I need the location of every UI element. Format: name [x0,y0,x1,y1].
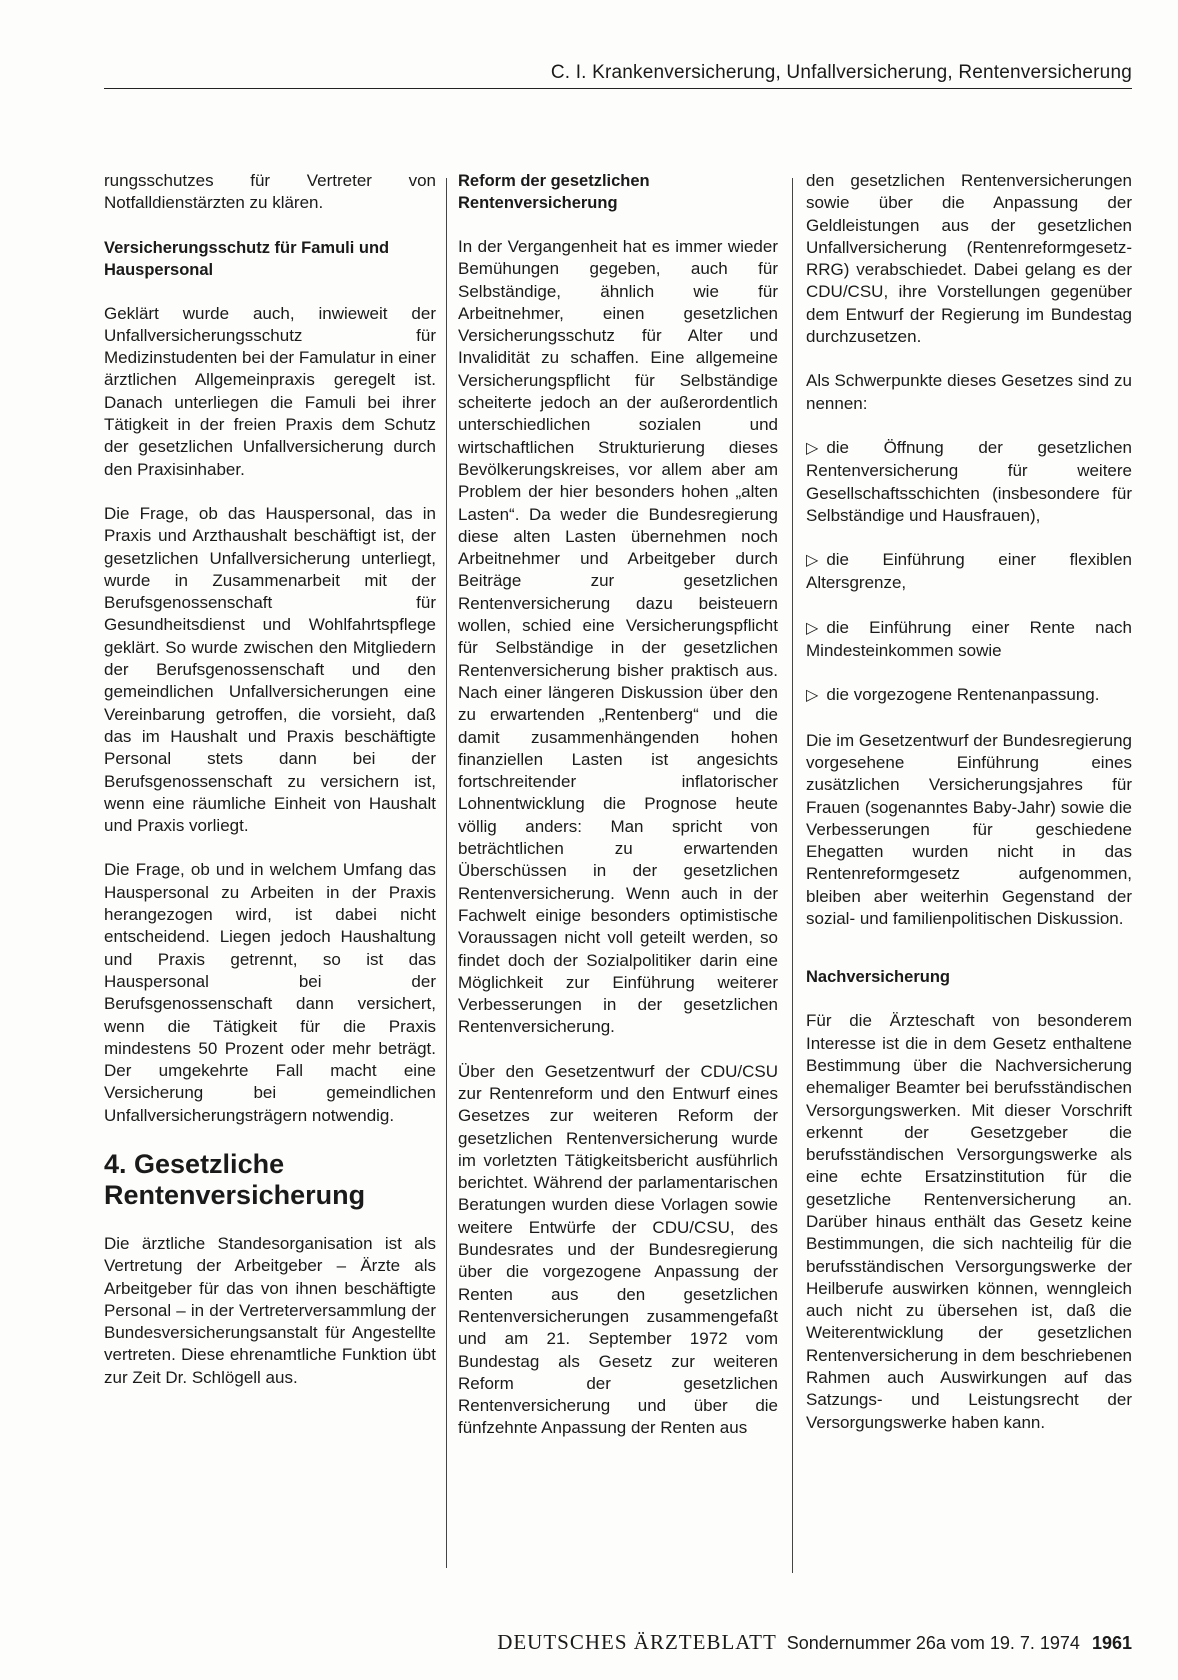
column-rule-left [446,178,447,1568]
paragraph: Die ärztliche Standesorganisation ist als Vertretung der Arbeitgeber – Ärzte als Arbeitgeber für das von ihnen beschäftigte Personal – in der Vertreterversammlung der Bundesversicherungsanstalt für Angestellte vertreten. Diese ehrenamtliche Funktion übt zur Zeit Dr. Schlögell aus. [104,1233,436,1387]
page-number: 1961 [1091,1633,1132,1653]
bullet-item [806,617,1132,663]
subheading-nachversicherung: Nachversicherung [806,968,950,987]
triangle-bullet-icon: ▷ [806,619,819,637]
paragraph: den gesetzlichen Rentenversicherungen sowie über die Anpassung der Geldleistungen aus der gesetzlichen Unfallversicherung (Rentenreformgesetz-RRG) verabschiedet. Dabei gelang es der CDU/CSU, ihre Vorstellungen gegenüber dem Entwurf der Regierung im Bundestag durchzusetzen. [806,171,1132,347]
issue-info: Sondernummer 26a vom 19. 7. 1974 [786,1633,1080,1653]
triangle-bullet-icon: ▷ [806,687,819,705]
paragraph: Über den Gesetzentwurf der CDU/CSU zur Rentenreform und den Entwurf eines Gesetzes zur weiteren Reform der gesetzlichen Rentenversicherung wurde im vorletzten Tätigkeitsbericht ausführlich berichtet. Während der parlamentarischen Beratungen wurden diese Vorlagen sowie weitere Entwürfe der CDU/CSU, des Bundesrates und der Bundesregierung über die vorgezogene Anpassung der Renten aus den gesetzlichen Rentenversicherungen zusammengefaßt und am 21. September 1972 vom Bundestag als Gesetz zur weiteren Reform der gesetzlichen Rentenversicherung und über die fünfzehnte Anpassung der Renten aus [458,1061,778,1438]
subheading-reform: Reform der gesetzlichen Rentenversicherung [458,172,650,212]
paragraph: Die im Gesetzentwurf der Bundesregierung vorgesehene Einführung eines zusätzlichen Versicherungsjahres für Frauen (sogenanntes Baby-Jahr) sowie die Verbesserungen für geschiedene Ehegatten wurden nicht in das Rentenreformgesetz aufgenommen, bleiben aber weiterhin Gegenstand der sozial- und familienpolitischen Diskussion. [806,730,1132,929]
bullet-text: die Einführung einer flexiblen Altersgrenze, [806,550,1132,593]
column-right [806,170,1132,1456]
bullet-item [806,684,1132,707]
paragraph: Für die Ärzteschaft von besonderem Interesse ist die in dem Gesetz enthaltene Bestimmung über die Nachversicherung ehemaliger Beamter bei berufsständischen Versorgungswerken. Mit dieser Vorschrift erkennt der Gesetzgeber die berufsständischen Versorgungswerke als eine echte Ersatzinstitution für die gesetzliche Rentenversicherung an. Darüber hinaus enthält das Gesetz keine Bestimmungen, die sich nachteilig für die berufsständischen Versorgungswerke der Heilberufe auswirken können, wenngleich auch nicht zu übersehen ist, daß die Weiterentwicklung der gesetzlichen Rentenversicherung in dem beschriebenen Rahmen auch Auswirkungen auf das Satzungs- und Leistungsrecht der Versorgungswerke haben kann. [806,1011,1132,1432]
column-rule-right [792,178,793,1573]
triangle-bullet-icon: ▷ [806,552,819,570]
section-heading: 4. Gesetzliche Rentenversicherung [104,1148,366,1210]
bullet-text: die Einführung einer Rente nach Mindesteinkommen sowie [806,617,1132,661]
column-middle [458,170,778,1462]
paragraph: rungsschutzes für Vertreter von Notfalldienstärzten zu klären. [104,171,436,213]
journal-name: DEUTSCHES ÄRZTEBLATT [497,1630,777,1654]
bullet-item [806,437,1132,527]
paragraph: Geklärt wurde auch, inwieweit der Unfallversicherungsschutz für Medizinstudenten bei der Famulatur in einer ärztlichen Allgemeinpraxis geregelt ist. Danach unterliegen die Famuli bei ihrer Tätigkeit in der freien Praxis dem Schutz der gesetzlichen Unfallversicherung durch den Praxisinhaber. [104,303,436,479]
subheading-famuli: Versicherungsschutz für Famuli und Hauspersonal [104,238,390,279]
page-footer [416,1630,1132,1655]
bullet-item [806,549,1132,595]
running-head: C. I. Krankenversicherung, Unfallversicherung, Rentenversicherung [104,62,1132,89]
paragraph: Die Frage, ob das Hauspersonal, das in Praxis und Arzthaushalt beschäftigt ist, der gesetzlichen Unfallversicherung unterliegt, wurde in Zusammenarbeit mit der Berufsgenossenschaft für Gesundheitsdienst und Wohlfahrtspflege geklärt. So wurde zwischen den Mitgliedern der Berufsgenossenschaft und den gemeindlichen Unfallversicherungen eine Vereinbarung getroffen, die vorsieht, daß das im Haushalt und Praxis beschäftigte Personal stets dann bei der Berufsgenossenschaft zu versichern ist, wenn eine räumliche Einheit von Haushalt und Praxis vorliegt. [104,503,436,836]
paragraph: Als Schwerpunkte dieses Gesetzes sind zu nennen: [806,371,1132,413]
column-left [104,170,436,1411]
bullet-text: die Öffnung der gesetzlichen Rentenversicherung für weitere Gesellschaftsschichten (insbesondere für Selbständige und Hausfrauen), [806,437,1132,525]
triangle-bullet-icon: ▷ [806,439,819,457]
paragraph: Die Frage, ob und in welchem Umfang das Hauspersonal zu Arbeiten in der Praxis herangezogen wird, ist dabei nicht entscheidend. Liegen jedoch Haushaltung und Praxis getrennt, so ist das Hauspersonal bei der Berufsgenossenschaft dann versichert, wenn die Tätigkeit für die Praxis mindestens 50 Prozent oder mehr beträgt. Der umgekehrte Fall macht eine Versicherung bei gemeindlichen Unfallversicherungsträgern notwendig. [104,860,436,1125]
bullet-text: die vorgezogene Rentenanpassung. [826,685,1100,705]
paragraph: In der Vergangenheit hat es immer wieder Bemühungen gegeben, auch für Selbständige, ähnlich wie für Arbeitnehmer, einen gesetzlichen Versicherungsschutz für Alter und Invalidität zu schaffen. Eine allgemeine Versicherungspflicht für Selbständige scheiterte jedoch an der außerordentlich unterschiedlichen sozialen und wirtschaftlichen Strukturierung dieses Bevölkerungskreises, vor allem aber am Problem der hier besonders hohen „alten Lasten“. Da weder die Bundesregierung diese alten Lasten übernehmen noch Arbeitnehmer und Arbeitgeber durch Beiträge zur gesetzlichen Rentenversicherung dazu beisteuern wollen, schied eine Versicherungspflicht für Selbständige in der gesetzlichen Rentenversicherung bisher praktisch aus. Nach einer längeren Diskussion über den zu erwartenden „Rentenberg“ und die damit zusammenhängenden hohen finanziellen Lasten ist angesichts fortschreitender inflatorischer Lohnentwicklung die Prognose heute völlig anders: Man spricht von beträchtlichen zu erwartenden Überschüssen in der gesetzlichen Rentenversicherung. Wenn auch in der Fachwelt einige besonders optimistische Voraussagen nicht voll geteilt werden, so findet doch der Sozialpolitiker darin eine Möglichkeit zur Einführung weiterer Verbesserungen in der gesetzlichen Rentenversicherung. [458,237,778,1037]
